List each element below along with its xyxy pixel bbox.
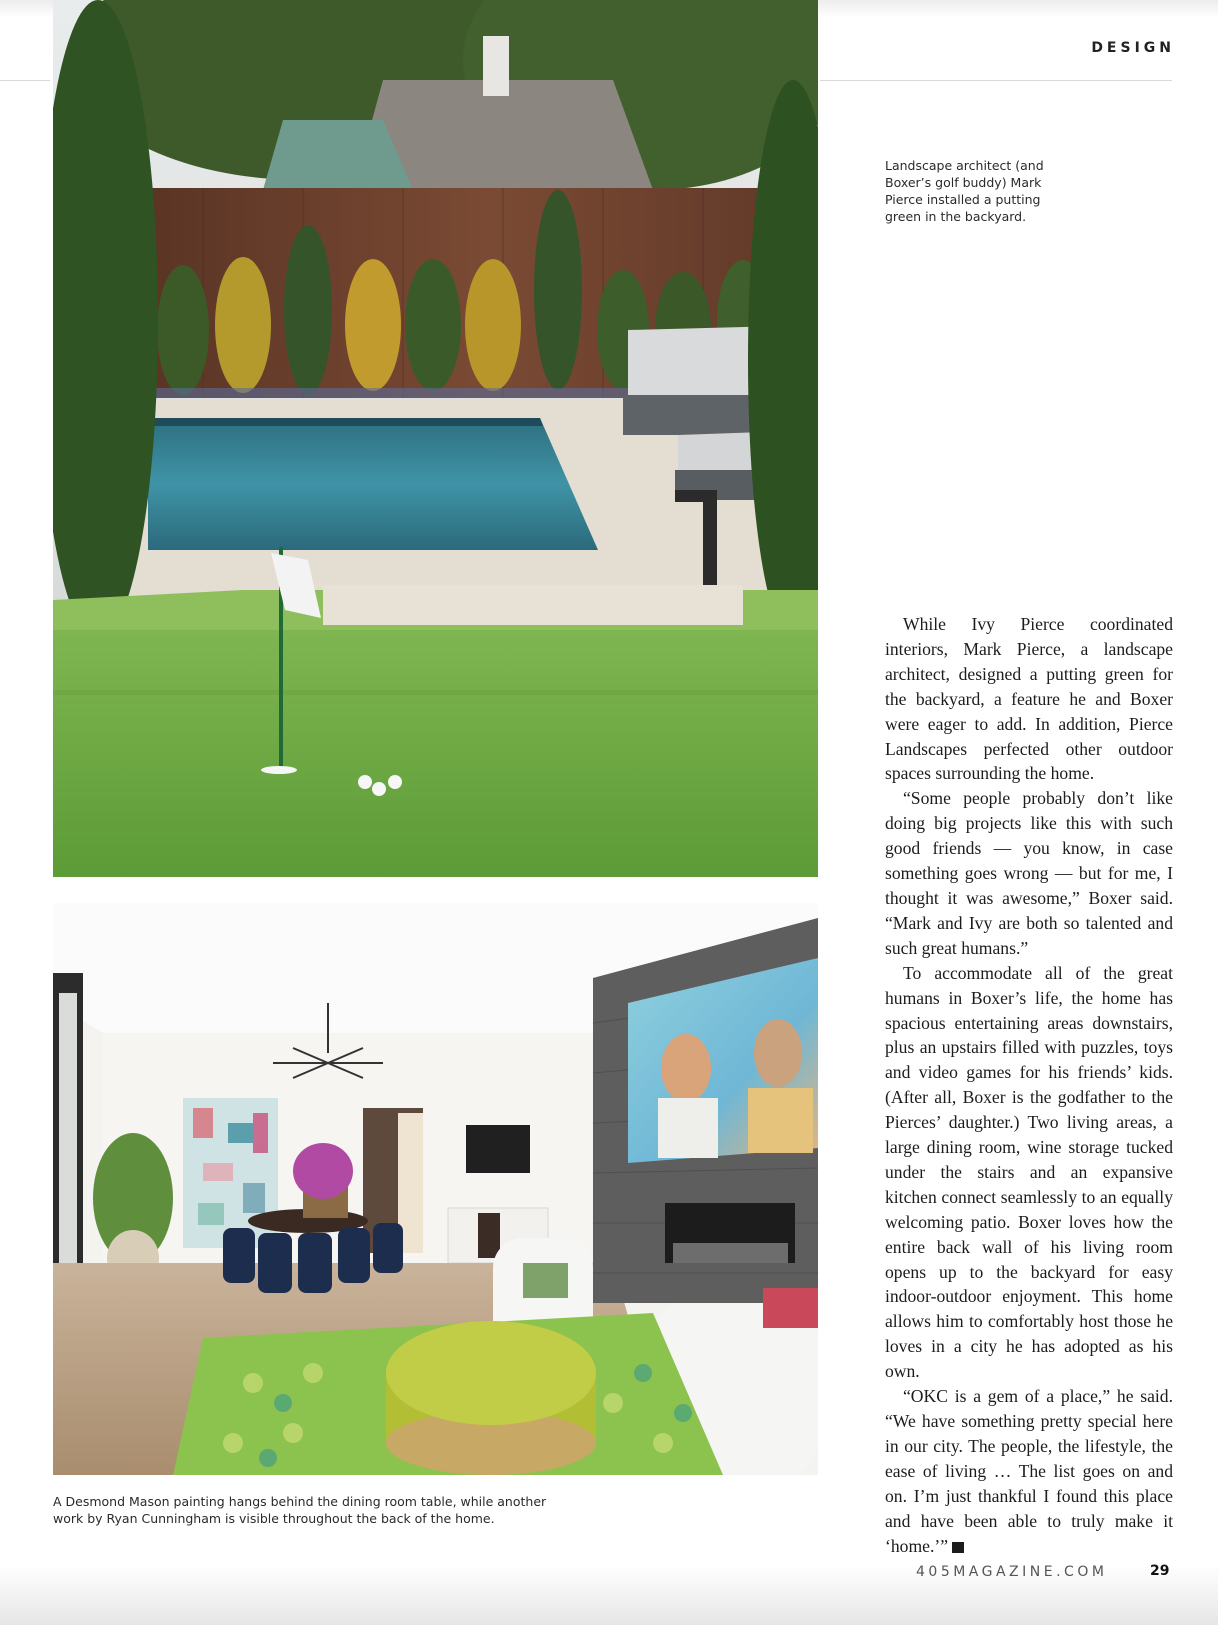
end-mark-icon [952, 1542, 964, 1553]
article-body [885, 612, 1173, 1558]
header-rule-right [820, 80, 1172, 81]
bottom-caption-line-1: A Desmond Mason painting hangs behind the dining room table, while another [53, 1494, 547, 1509]
bottom-photo-caption [53, 1493, 753, 1527]
footer-website: 405MAGAZINE.COM [916, 1564, 1108, 1580]
article-paragraph: While Ivy Pierce coordinated interiors, Mark Pierce, a landscape architect, designed a putting green for the backyard, a feature he and Boxer were eager to add. In addition, Pierce Landscapes perfected other outdoor spaces surrounding the home. [885, 614, 1173, 784]
article-paragraph-last [885, 1384, 1173, 1558]
section-label: DESIGN [1091, 40, 1175, 56]
living-room-photo [53, 903, 818, 1475]
article-paragraph: To accommodate all of the great humans in Boxer’s life, the home has spacious entertaining areas downstairs, plus an upstairs filled with puzzles, toys and video games for his friends’ kids. (After all, Boxer is the godfather to the Pierces’ daughter.) Two living areas, a large dining room, wine storage tucked under the stairs and an expansive kitchen connect seamlessly to an equally welcoming patio. Boxer loves how the entire back wall of his living room opens up to the backyard for easy indoor-outdoor enjoyment. This home allows him to comfortably host those he loves in a city he has adopted as his own. [885, 962, 1173, 1382]
page-number: 29 [1150, 1563, 1170, 1579]
article-last-text: “OKC is a gem of a place,” he said. “We have something pretty special here in our city. The people, the lifestyle, the ease of living … The list goes on and on. I’m just thankful I found this place and have been able to truly make it ‘home.’” [885, 1386, 1173, 1556]
bottom-caption-line-2: work by Ryan Cunningham is visible throughout the back of the home. [53, 1511, 495, 1526]
backyard-photo [53, 0, 818, 877]
top-photo-caption: Landscape architect (and Boxer’s golf buddy) Mark Pierce installed a putting green in the backyard. [885, 158, 1044, 224]
article-paragraph: “Some people probably don’t like doing big projects like this with such good friends — you know, in case something goes wrong — but for me, I thought it was awesome,” Boxer said. “Mark and Ivy are both so talented and such great humans.” [885, 788, 1173, 958]
header-rule-left [0, 80, 50, 81]
